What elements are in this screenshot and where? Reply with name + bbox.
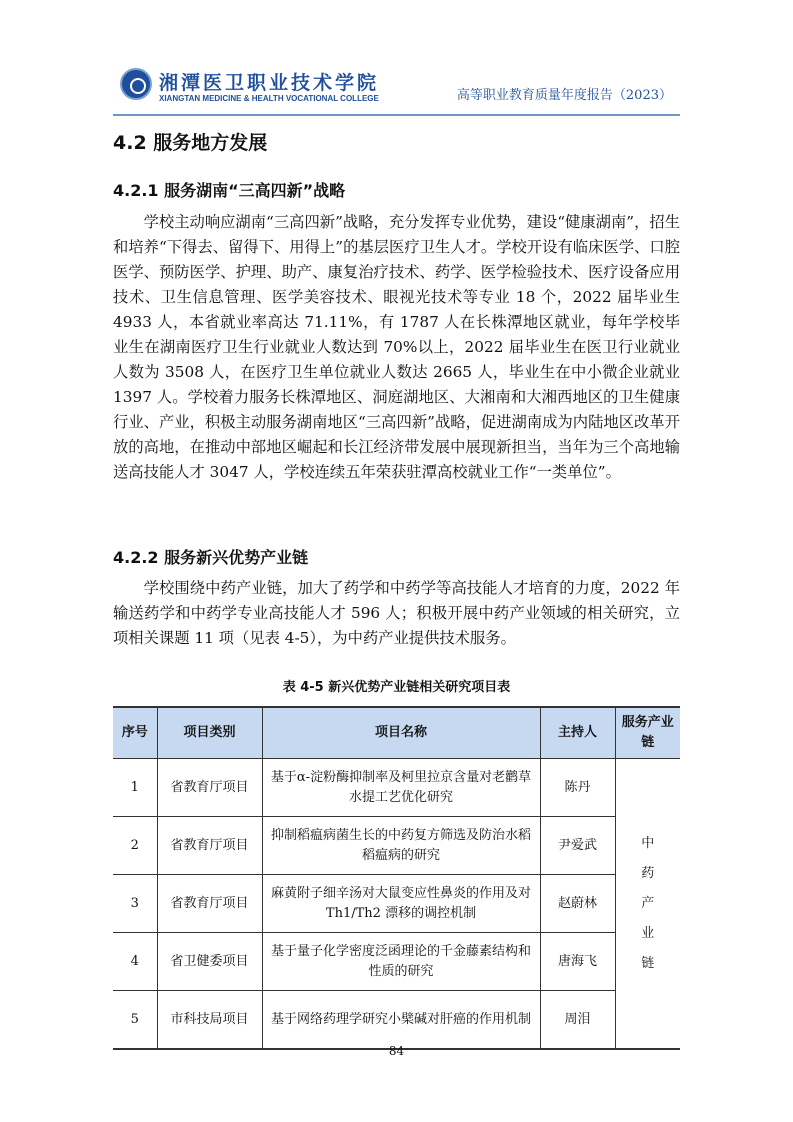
report-title: 高等职业教育质量年度报告（2023） xyxy=(456,88,672,103)
page-header xyxy=(113,66,680,116)
page-number: 84 xyxy=(388,1044,405,1058)
cell-lead: 陈丹 xyxy=(540,759,615,817)
table-caption: 表 4-5 新兴优势产业链相关研究项目表 xyxy=(282,680,511,695)
cell-type: 省教育厅项目 xyxy=(157,759,262,817)
cell-no: 3 xyxy=(113,875,157,933)
section-title: 4.2 服务地方发展 xyxy=(113,132,268,154)
cell-no: 1 xyxy=(113,759,157,817)
cell-type: 市科技局项目 xyxy=(157,991,262,1050)
table-row xyxy=(113,759,680,817)
header-no: 序号 xyxy=(113,707,157,759)
table-row xyxy=(113,875,680,933)
cell-name: 基于网络药理学研究小檗碱对肝癌的作用机制 xyxy=(262,991,540,1050)
cell-no: 5 xyxy=(113,991,157,1050)
cell-lead: 唐海飞 xyxy=(540,933,615,991)
cell-no: 2 xyxy=(113,817,157,875)
cell-lead: 尹爱武 xyxy=(540,817,615,875)
paragraph-1: 学校主动响应湖南“三高四新”战略，充分发挥专业优势，建设“健康湖南”，招生和培养“下得去、留得下、用得上”的基层医疗卫生人才。学校开设有临床医学、口腔医学、预防医学、护理、助产、康复治疗技术、药学、医学检验技术、医疗设备应用技术、卫生信息管理、医学美容技术、眼视光技术等专业 18 个，2022 届毕业生 4933 人，本省就业率高达 71.11%，有 1787 人在长株潭地区就业，每年学校毕业生在湖南医疗卫生行业就业人数达到 70%以上，2022 届毕业生在医卫行业就业人数为 3508 人，在医疗卫生单位就业人数达 2665 人，毕业生在中小微企业就业 1397 人。学校着力服务长株潭地区、洞庭湖地区、大湘南和大湘西地区的卫生健康行业、产业，积极主动服务湖南地区“三高四新”战略，促进湖南成为内陆地区改革开放的高地，在推动中部地区崛起和长江经济带发展中展现新担当，当年为三个高地输送高技能人才 3047 人，学校连续五年荣获驻潭高校就业工作“一类单位”。 xyxy=(113,213,680,481)
table-row xyxy=(113,817,680,875)
table-row xyxy=(113,933,680,991)
cell-name: 基于α-淀粉酶抑制率及柯里拉京含量对老鹳草水提工艺优化研究 xyxy=(262,759,540,817)
cell-type: 省教育厅项目 xyxy=(157,875,262,933)
header-chain: 服务产业链 xyxy=(615,707,680,759)
header-name: 项目名称 xyxy=(262,707,540,759)
subsection-title-2: 4.2.2 服务新兴优势产业链 xyxy=(113,548,309,567)
cell-lead: 赵蔚林 xyxy=(540,875,615,933)
paragraph-2: 学校围绕中药产业链，加大了药学和中药学等高技能人才培育的力度，2022 年输送药学和中药学专业高技能人才 596 人；积极开展中药产业领域的相关研究，立项相关课题 11 项（见表 4-5），为中药产业提供技术服务。 xyxy=(113,579,680,647)
table-row xyxy=(113,991,680,1050)
cell-chain: 中 药 产 业 链 xyxy=(615,759,680,1050)
cell-type: 省卫健委项目 xyxy=(157,933,262,991)
cell-name: 基于量子化学密度泛函理论的千金藤素结构和性质的研究 xyxy=(262,933,540,991)
cell-name: 麻黄附子细辛汤对大鼠变应性鼻炎的作用及对 Th1/Th2 漂移的调控机制 xyxy=(262,875,540,933)
school-logo-icon xyxy=(120,68,152,100)
header-type: 项目类别 xyxy=(157,707,262,759)
projects-table xyxy=(113,706,680,1050)
header-lead: 主持人 xyxy=(540,707,615,759)
school-name-cn: 湘潭医卫职业技术学院 xyxy=(159,72,380,94)
cell-no: 4 xyxy=(113,933,157,991)
cell-lead: 周泪 xyxy=(540,991,615,1050)
school-name-en: XIANGTAN MEDICINE & HEALTH VOCATIONAL COLLEGE xyxy=(159,94,379,103)
cell-name: 抑制稻瘟病菌生长的中药复方筛选及防治水稻稻瘟病的研究 xyxy=(262,817,540,875)
subsection-title-1: 4.2.1 服务湖南“三高四新”战略 xyxy=(113,181,346,200)
cell-type: 省教育厅项目 xyxy=(157,817,262,875)
